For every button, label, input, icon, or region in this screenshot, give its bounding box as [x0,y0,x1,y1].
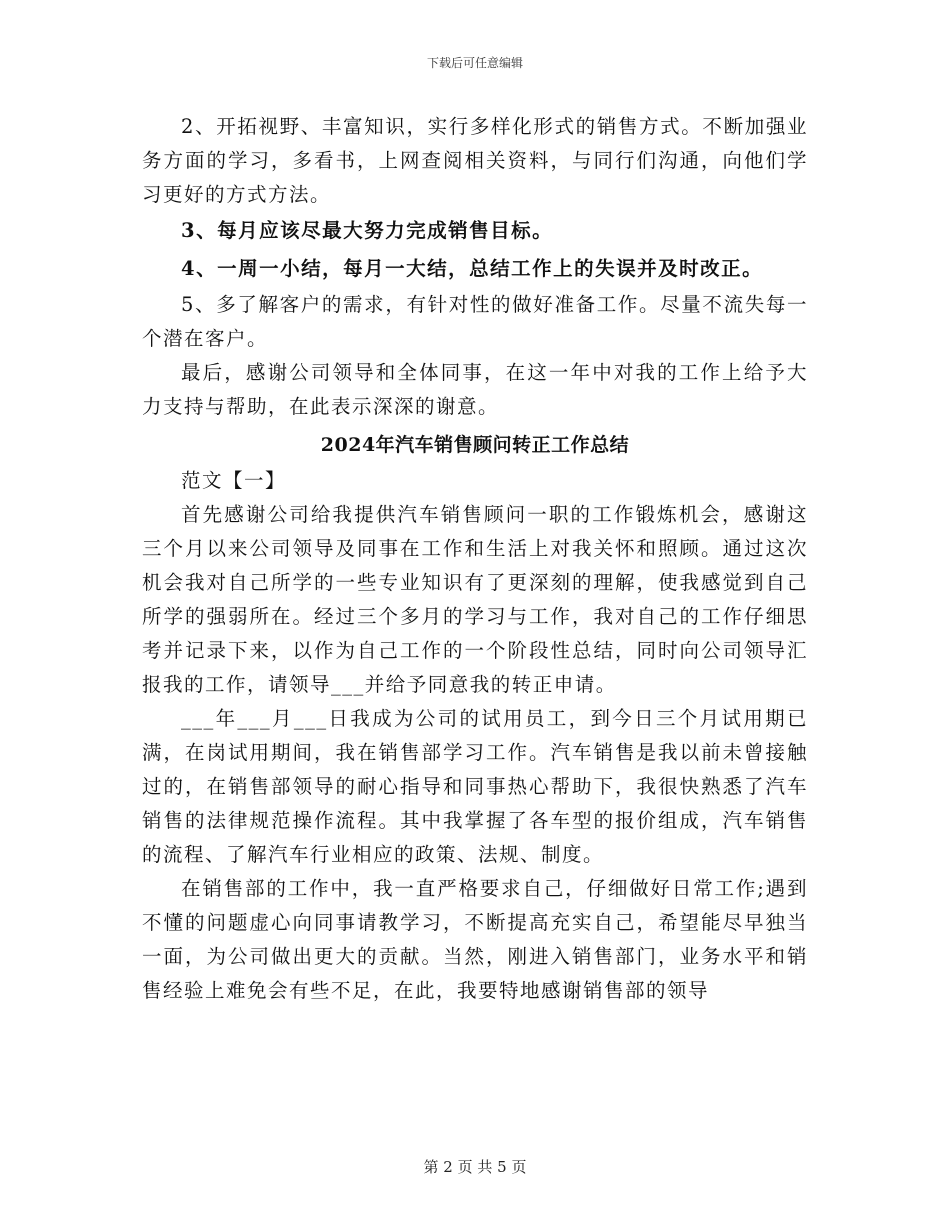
page-header: 下载后可任意编辑 [426,56,523,70]
paragraph-closing: 最后，感谢公司领导和全体同事，在这一年中对我的工作上给予大力支持与帮助，在此表示深深的谢意。 [142,361,808,418]
section-paragraph-2: ___年___月___日我成为公司的试用员工，到今日三个月试用期已满，在岗试用期间，我在销售部学习工作。汽车销售是我以前未曾接触过的，在销售部领导的耐心指导和同事热心帮助下，我很快熟悉了汽车销售的法律规范操作流程。其中我掌握了各车型的报价组成，汽车销售的流程、了解汽车行业相应的政策、法规、制度。 [142,707,808,866]
paragraph-item-2: 2、开拓视野、丰富知识，实行多样化形式的销售方式。不断加强业务方面的学习，多看书，上网查阅相关资料，与同行们沟通，向他们学习更好的方式方法。 [142,115,808,206]
paragraph-item-4: 4、一周一小结，每月一大结，总结工作上的失误并及时改正。 [181,257,764,280]
paragraph-item-3: 3、每月应该尽最大努力完成销售目标。 [181,219,554,242]
page-footer: 第 2 页 共 5 页 [423,1158,527,1176]
document-body [142,110,808,1008]
section-paragraph-3: 在销售部的工作中，我一直严格要求自己，仔细做好日常工作;遇到不懂的问题虚心向同事请教学习，不断提高充实自己，希望能尽早独当一面，为公司做出更大的贡献。当然，刚进入销售部门，业务水平和销售经验上难免会有些不足，在此，我要特地感谢销售部的领导 [142,877,808,1002]
section-title: 2024年汽车销售顾问转正工作总结 [320,434,630,456]
section-label: 范文【一】 [181,469,287,492]
paragraph-item-5: 5、多了解客户的需求，有针对性的做好准备工作。尽量不流失每一个潜在客户。 [142,293,808,350]
section-paragraph-1: 首先感谢公司给我提供汽车销售顾问一职的工作锻炼机会，感谢这三个月以来公司领导及同事在工作和生活上对我关怀和照顾。通过这次机会我对自己所学的一些专业知识有了更深刻的理解，使我感觉到自己所学的强弱所在。经过三个多月的学习与工作，我对自己的工作仔细思考并记录下来，以作为自己工作的一个阶段性总结，同时向公司领导汇报我的工作，请领导___并给予同意我的转正申请。 [142,503,808,696]
